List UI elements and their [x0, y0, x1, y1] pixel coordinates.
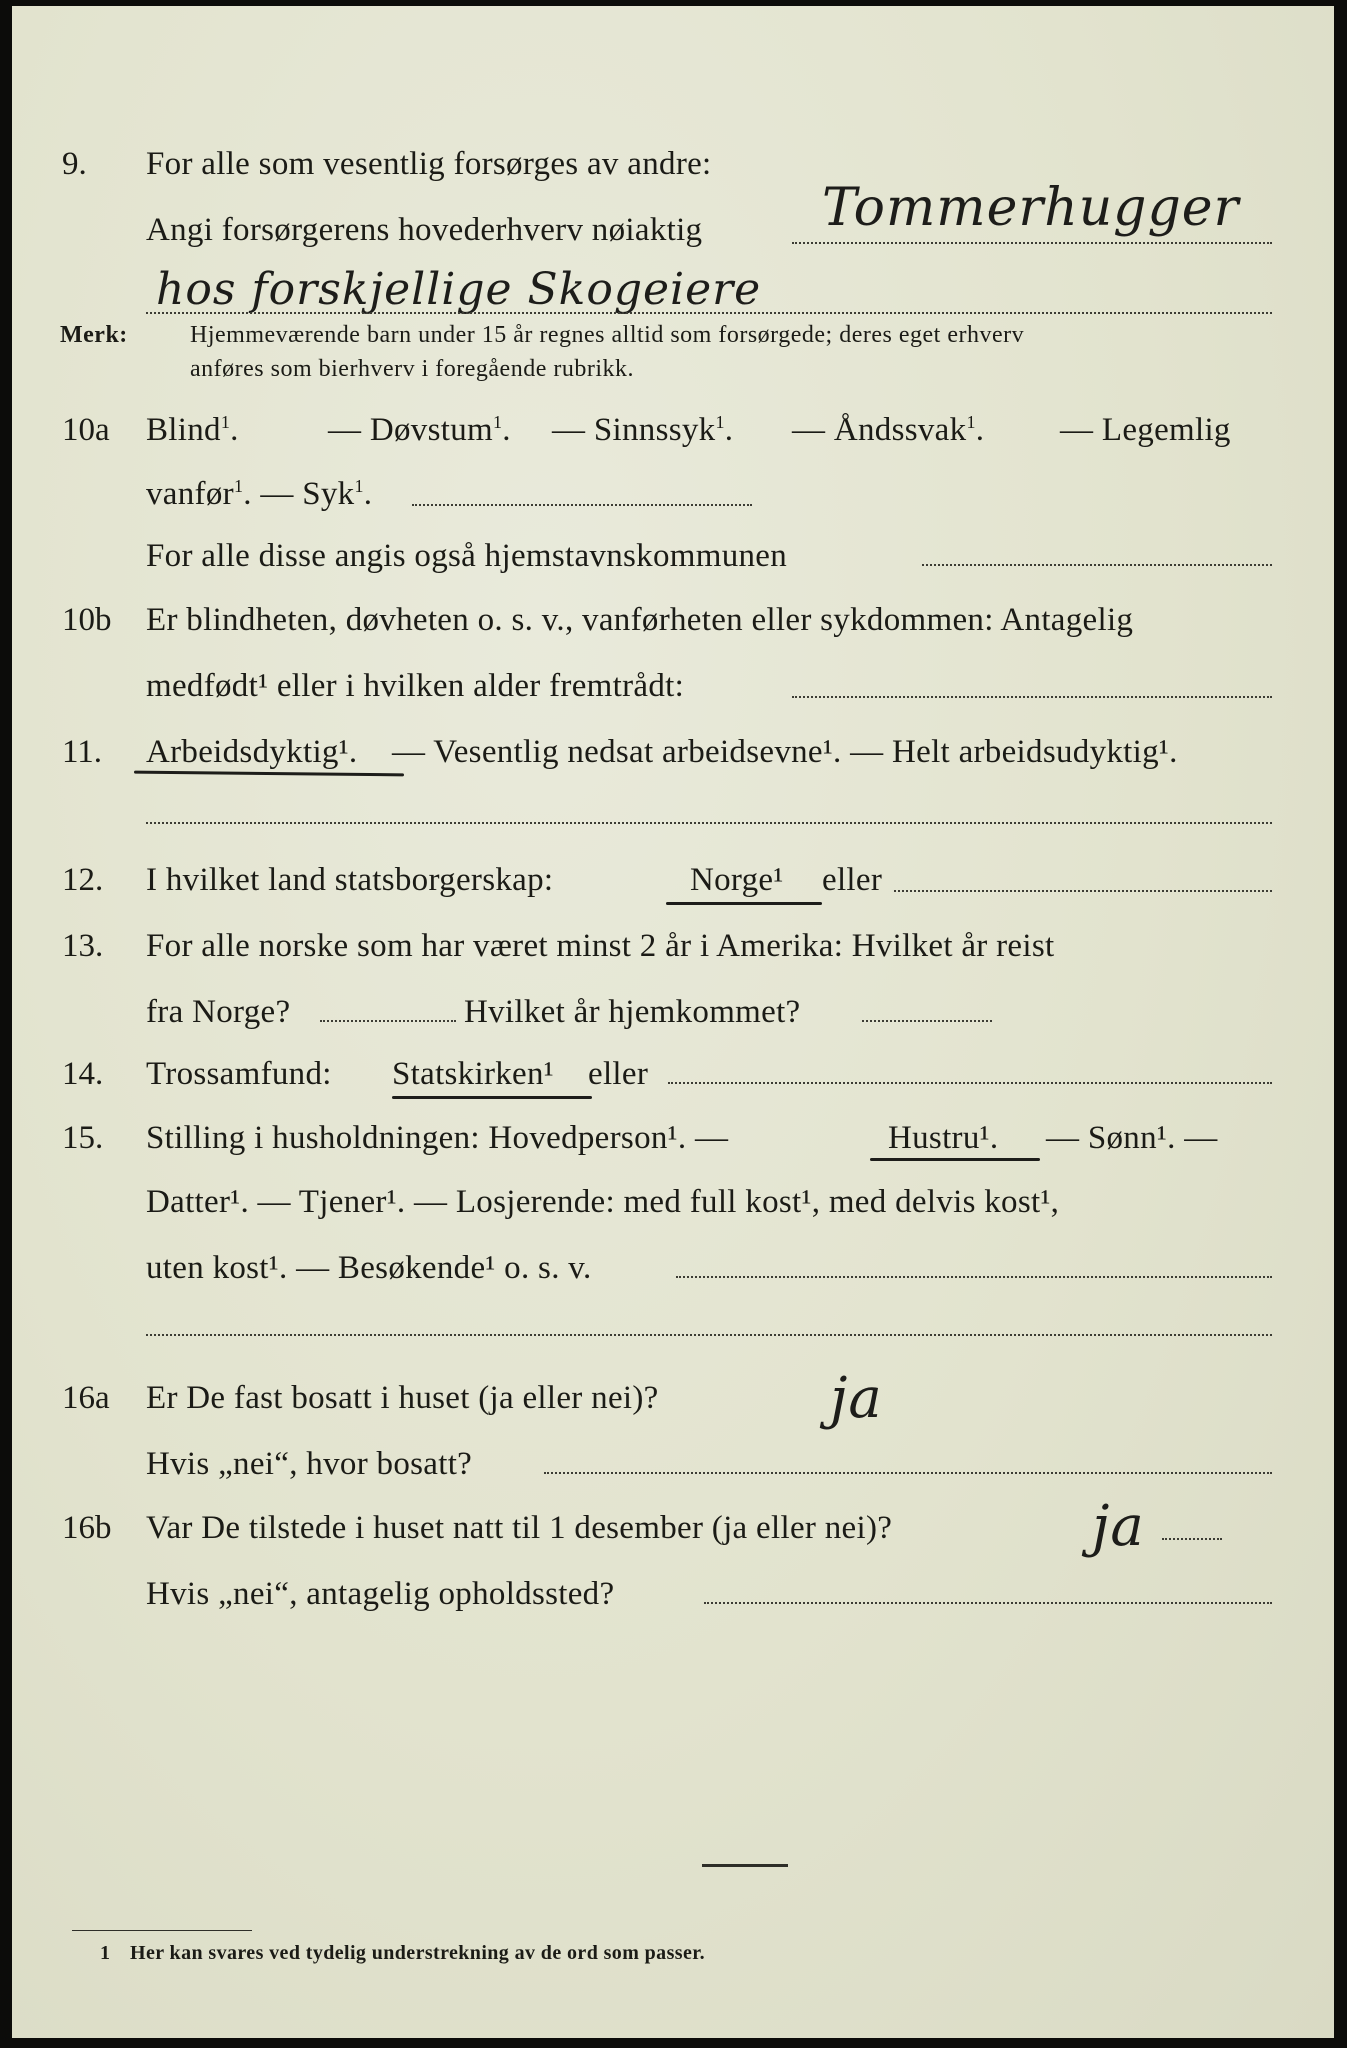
question-number: 11.	[62, 734, 103, 770]
divider-rule	[702, 1864, 788, 1867]
question-line-2: Hvis „nei“, antagelig opholdssted?	[146, 1576, 615, 1612]
answer-line	[894, 890, 1272, 892]
question-number: 13.	[62, 928, 104, 964]
question-number: 12.	[62, 862, 104, 898]
handwritten-answer-employer: hos forskjellige Skogeiere	[156, 264, 762, 315]
note-line-2: anføres som bierhverv i foregående rubrikk.	[190, 356, 635, 382]
selection-underline	[666, 902, 822, 905]
option-dovstum: — Døvstum$^1$.	[328, 412, 511, 448]
option-legemlig: — Legemlig	[1060, 412, 1231, 448]
option-hustru-selected: Hustru¹.	[888, 1120, 999, 1156]
question-heading: For alle som vesentlig forsørges av andre:	[146, 146, 712, 182]
answer-line	[146, 312, 1272, 314]
handwritten-answer: ja	[830, 1366, 883, 1431]
answer-line	[792, 696, 1272, 698]
question-line-2: Hvis „nei“, hvor bosatt?	[146, 1446, 473, 1482]
footnote-text: Her kan svares ved tydelig understrekning av de ord som passer.	[130, 1942, 706, 1964]
option-andssvak: — Åndssvak$^1$.	[792, 412, 985, 448]
option-arbeidsdyktig-selected: Arbeidsdyktig¹.	[146, 734, 358, 770]
answer-line	[412, 504, 752, 506]
question-number: 16a	[62, 1380, 110, 1416]
selection-underline	[392, 1096, 592, 1099]
question-number: 15.	[62, 1120, 104, 1156]
option-norge-selected: Norge¹	[690, 862, 784, 898]
question-number: 9.	[62, 146, 87, 182]
answer-line	[544, 1472, 1272, 1474]
selection-underline	[134, 771, 404, 777]
question-number: 10a	[62, 412, 110, 448]
answer-line	[792, 242, 1272, 244]
question-number: 14.	[62, 1056, 104, 1092]
footnote-mark: 1	[100, 1942, 111, 1964]
question-line-2: Datter¹. — Tjener¹. — Losjerende: med full kost¹, med delvis kost¹,	[146, 1184, 1060, 1220]
handwritten-answer-occupation: Tommerhugger	[822, 178, 1240, 238]
footnote-rule	[72, 1930, 252, 1931]
question-line-3: uten kost¹. — Besøkende¹ o. s. v.	[146, 1250, 592, 1286]
answer-line	[146, 822, 1272, 824]
question-line-1: Er blindheten, døvheten o. s. v., vanførheten eller sykdommen: Antagelig	[146, 602, 1134, 638]
option-blind: Blind$^1$.	[146, 412, 239, 448]
answer-line	[1162, 1538, 1222, 1540]
selection-underline	[870, 1158, 1040, 1161]
hjemstavn-prompt: For alle disse angis også hjemstavnskommunen	[146, 538, 788, 574]
note-label: Merk:	[60, 322, 128, 348]
answer-line	[704, 1602, 1272, 1604]
question-line-1c: — Sønn¹. —	[1046, 1120, 1218, 1156]
question-number: 16b	[62, 1510, 112, 1546]
question-line-2b: Hvilket år hjemkommet?	[464, 994, 801, 1030]
answer-line	[320, 1020, 456, 1022]
question-line-2: medfødt¹ eller i hvilken alder fremtrådt:	[146, 668, 685, 704]
question-tail: eller	[588, 1056, 649, 1092]
option-sinnssyk: — Sinnssyk$^1$.	[552, 412, 734, 448]
question-prompt: Angi forsørgerens hovederhverv nøiaktig	[146, 212, 703, 248]
option-statskirken-selected: Statskirken¹	[392, 1056, 554, 1092]
question-rest: — Vesentlig nedsat arbeidsevne¹. — Helt arbeidsudyktig¹.	[392, 734, 1178, 770]
answer-line	[146, 1334, 1272, 1336]
question-line-2a: fra Norge?	[146, 994, 291, 1030]
answer-line	[676, 1276, 1272, 1278]
answer-line	[922, 564, 1272, 566]
question-number: 10b	[62, 602, 112, 638]
question-line-1: Er De fast bosatt i huset (ja eller nei)?	[146, 1380, 659, 1416]
question-text: I hvilket land statsborgerskap:	[146, 862, 554, 898]
question-line-1: Var De tilstede i huset natt til 1 desember (ja eller nei)?	[146, 1510, 893, 1546]
census-form-page	[12, 6, 1334, 2038]
question-line-1a: Stilling i husholdningen: Hovedperson¹. —	[146, 1120, 729, 1156]
note-line-1: Hjemmeværende barn under 15 år regnes alltid som forsørgede; deres eget erhverv	[190, 322, 1025, 348]
question-text: Trossamfund:	[146, 1056, 332, 1092]
answer-line	[668, 1082, 1272, 1084]
question-line-1: For alle norske som har været minst 2 år i Amerika: Hvilket år reist	[146, 928, 1055, 964]
answer-line	[862, 1020, 992, 1022]
option-vanfor: vanfør$^1$. — Syk$^1$.	[146, 476, 373, 512]
handwritten-answer: ja	[1092, 1494, 1145, 1559]
question-tail: eller	[822, 862, 883, 898]
